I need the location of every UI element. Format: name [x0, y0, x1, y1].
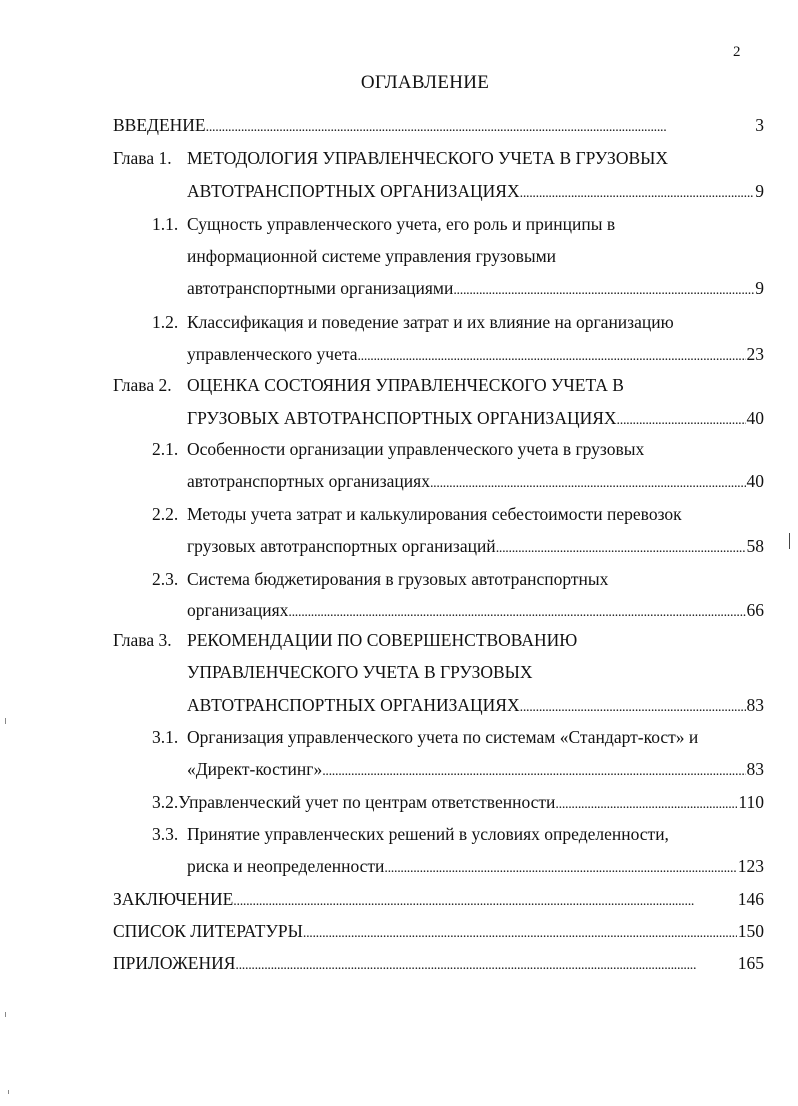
toc-entry-bibliography — [113, 919, 764, 943]
toc-entry-number: 1.1. — [152, 214, 179, 234]
toc-entry-title: грузовых автотранспортных организаций — [187, 536, 496, 556]
scan-speck — [8, 1090, 9, 1094]
toc-entry-number: Глава 2. — [113, 375, 172, 395]
toc-entry-2-2 — [152, 502, 764, 526]
toc-entry-3-2 — [152, 790, 764, 814]
toc-entry-title: АВТОТРАНСПОРТНЫХ ОРГАНИЗАЦИЯХ — [187, 695, 520, 715]
dot-leader — [496, 534, 746, 561]
toc-entry-number: 3.3. — [152, 824, 179, 844]
toc-entry-page: 9 — [755, 181, 764, 201]
toc-entry-title: Сущность управленческого учета, его роль и принципы в — [187, 214, 616, 234]
dot-leader — [303, 919, 737, 946]
toc-entry-introduction — [113, 113, 764, 137]
toc-entry-title: УПРАВЛЕНЧЕСКОГО УЧЕТА В ГРУЗОВЫХ — [187, 662, 533, 682]
toc-entry-2-1-cont — [187, 469, 764, 493]
toc-entry-page: 165 — [737, 953, 764, 973]
toc-entry-number: Глава 1. — [113, 148, 172, 168]
toc-entry-1-2-cont — [187, 342, 764, 366]
toc-entry-number: 3.1. — [152, 727, 179, 747]
toc-entry-title: риска и неопределенности — [187, 856, 385, 876]
toc-entry-2-2-cont — [187, 534, 764, 558]
toc-entry-number: 1.2. — [152, 312, 179, 332]
toc-entry-title: автотранспортными организациями — [187, 278, 454, 298]
page-number: 2 — [733, 44, 741, 60]
toc-entry-page: 58 — [746, 536, 764, 556]
page-title: ОГЛАВЛЕНИЕ — [360, 72, 490, 93]
toc-entry-title: информационной системе управления грузовыми — [187, 246, 557, 266]
toc-entry-title: ГРУЗОВЫХ АВТОТРАНСПОРТНЫХ ОРГАНИЗАЦИЯХ — [187, 408, 617, 428]
toc-entry-page: 66 — [746, 600, 764, 620]
toc-entry-1-1-cont — [187, 276, 764, 300]
toc-entry-page: 40 — [746, 471, 764, 491]
dot-leader — [357, 342, 745, 369]
toc-entry-conclusion — [113, 887, 764, 911]
dot-leader — [520, 693, 746, 720]
toc-entry-title: Управленческий учет по центрам ответственности — [178, 792, 556, 812]
toc-entry-title: Особенности организации управленческого учета в грузовых — [187, 439, 645, 459]
toc-entry-number: Глава 3. — [113, 630, 172, 650]
toc-entry-appendices — [113, 951, 764, 975]
dot-leader — [430, 469, 746, 496]
toc-entry-number: 2.3. — [152, 569, 179, 589]
toc-entry-page: 123 — [737, 856, 764, 876]
toc-entry-3-3-cont — [187, 854, 764, 878]
toc-entry-page: 146 — [737, 889, 764, 909]
toc-entry-chapter-3 — [113, 628, 764, 652]
dot-leader — [520, 179, 755, 206]
toc-entry-title: ЗАКЛЮЧЕНИЕ — [113, 889, 234, 909]
toc-entry-title: АВТОТРАНСПОРТНЫХ ОРГАНИЗАЦИЯХ — [187, 181, 520, 201]
toc-entry-title: Классификация и поведение затрат и их влияние на организацию — [187, 312, 674, 332]
toc-entry-3-3 — [152, 822, 764, 846]
scan-speck — [5, 1012, 6, 1017]
toc-entry-title: ВВЕДЕНИЕ — [113, 115, 206, 135]
toc-entry-chapter-3-cont — [187, 660, 764, 684]
toc-entry-page: 110 — [738, 792, 764, 812]
toc-entry-3-1 — [152, 725, 764, 749]
toc-entry-chapter-1-cont — [187, 179, 764, 203]
toc-entry-title: управленческого учета — [187, 344, 358, 364]
toc-entry-title: ОЦЕНКА СОСТОЯНИЯ УПРАВЛЕНЧЕСКОГО УЧЕТА В — [187, 375, 624, 395]
toc-entry-page: 150 — [737, 921, 764, 941]
toc-entry-2-1 — [152, 437, 764, 461]
toc-entry-page: 9 — [755, 278, 764, 298]
toc-entry-title: Организация управленческого учета по системам «Стандарт-кост» и — [187, 727, 699, 747]
scan-mark — [789, 533, 790, 549]
dot-leader — [453, 276, 754, 303]
toc-entry-chapter-2-cont — [187, 406, 764, 430]
toc-entry-chapter-1 — [113, 146, 764, 170]
toc-entry-3-1-cont — [187, 757, 764, 781]
toc-entry-page: 23 — [746, 344, 764, 364]
toc-entry-2-3 — [152, 567, 764, 591]
toc-entry-1-1-cont — [187, 244, 764, 268]
dot-leader — [555, 790, 737, 817]
toc-entry-title: автотранспортных организациях — [187, 471, 430, 491]
toc-entry-title: Методы учета затрат и калькулирования себестоимости перевозок — [187, 504, 682, 524]
toc-entry-number: 2.1. — [152, 439, 179, 459]
toc-entry-page: 83 — [746, 759, 764, 779]
dot-leader — [233, 887, 736, 914]
toc-entry-1-1 — [152, 212, 764, 236]
dot-leader — [384, 854, 736, 881]
dot-leader — [617, 406, 746, 433]
toc-entry-chapter-3-cont — [187, 693, 764, 717]
toc-entry-title: СПИСОК ЛИТЕРАТУРЫ — [113, 921, 303, 941]
toc-entry-page: 40 — [746, 408, 764, 428]
toc-entry-title: РЕКОМЕНДАЦИИ ПО СОВЕРШЕНСТВОВАНИЮ — [187, 630, 578, 650]
toc-entry-chapter-2 — [113, 373, 764, 397]
dot-leader — [288, 598, 745, 625]
dot-leader — [322, 757, 745, 784]
toc-entry-title: Система бюджетирования в грузовых автотранспортных — [187, 569, 609, 589]
toc-entry-title: «Директ-костинг» — [187, 759, 323, 779]
dot-leader — [235, 951, 736, 978]
toc-entry-title: МЕТОДОЛОГИЯ УПРАВЛЕНЧЕСКОГО УЧЕТА В ГРУЗОВЫХ — [187, 148, 669, 168]
toc-entry-number: 3.2. — [152, 792, 179, 812]
toc-entry-1-2 — [152, 310, 764, 334]
toc-entry-page: 3 — [755, 115, 764, 135]
toc-entry-title: организациях — [187, 600, 289, 620]
dot-leader — [206, 113, 755, 140]
toc-entry-2-3-cont — [187, 598, 764, 622]
toc-entry-page: 83 — [746, 695, 764, 715]
toc-entry-title: ПРИЛОЖЕНИЯ — [113, 953, 236, 973]
toc-entry-title: Принятие управленческих решений в условиях определенности, — [187, 824, 669, 844]
scan-speck — [5, 718, 6, 724]
toc-entry-number: 2.2. — [152, 504, 179, 524]
